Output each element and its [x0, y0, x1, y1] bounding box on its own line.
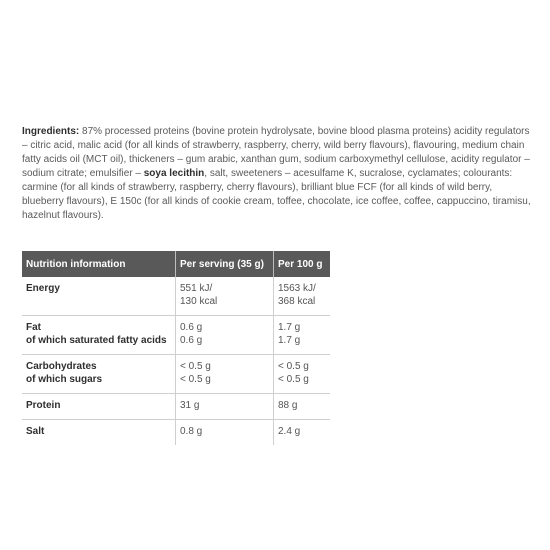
per-serving-value: 130 kcal — [180, 296, 218, 307]
row-label-cell — [22, 355, 176, 394]
row-label-cell — [22, 420, 176, 446]
per-serving-cell — [176, 316, 274, 355]
per-100g-value: < 0.5 g — [278, 361, 309, 372]
header-per-serving: Per serving (35 g) — [176, 251, 274, 277]
header-per-100g: Per 100 g — [278, 258, 323, 270]
per-100g-cell — [274, 316, 331, 355]
nutrition-row-salt — [22, 420, 330, 446]
per-100g-value: 368 kcal — [278, 296, 316, 307]
per-100g-value: 2.4 g — [278, 426, 301, 437]
nutrition-row-protein — [22, 394, 330, 420]
per-serving-value: < 0.5 g — [180, 361, 211, 372]
per-100g-value: 1.7 g — [278, 335, 301, 346]
per-serving-value: 0.8 g — [180, 426, 203, 437]
nutrition-row-energy — [22, 277, 330, 316]
nutrition-table-header — [22, 251, 330, 277]
ingredients-paragraph — [22, 125, 534, 223]
row-label: Carbohydrates — [26, 361, 97, 372]
per-serving-value: 551 kJ/ — [180, 283, 213, 294]
row-label: Salt — [26, 426, 45, 437]
row-label-cell — [22, 394, 176, 420]
row-sublabel: of which saturated fatty acids — [26, 335, 167, 346]
per-serving-cell — [176, 277, 274, 316]
per-100g-cell — [274, 277, 331, 316]
per-serving-value: < 0.5 g — [180, 374, 211, 385]
per-serving-cell — [176, 420, 274, 446]
row-sublabel: of which sugars — [26, 374, 103, 385]
per-100g-cell — [274, 420, 331, 446]
ingredients-text-part1: 87% processed proteins (bovine protein hydrolysate, bovine blood plasma proteins) acidity regulators – citric acid, malic acid (for all kinds of strawberry, raspberry, cherry, wild berry flavours), flavouring, medium chain fatty acids oil (MCT oil), thickeners – gum arabic, xanthan gum, sodium carboxymethyl cellulose, acidity regulator – sodium citrate; emulsifier – — [22, 126, 530, 179]
row-label: Fat — [26, 322, 41, 333]
per-serving-cell — [176, 355, 274, 394]
nutrition-table-body — [22, 277, 330, 445]
nutrition-header-row — [22, 251, 330, 277]
ingredients-label: Ingredients: — [22, 126, 80, 137]
per-serving-cell — [176, 394, 274, 420]
per-100g-value: < 0.5 g — [278, 374, 309, 385]
per-100g-value: 1.7 g — [278, 322, 301, 333]
nutrition-row-fat — [22, 316, 330, 355]
row-label: Protein — [26, 400, 61, 411]
per-serving-value: 0.6 g — [180, 322, 203, 333]
header-nutrition-information: Nutrition information — [22, 251, 176, 277]
per-100g-cell — [274, 355, 331, 394]
per-100g-value: 88 g — [278, 400, 298, 411]
per-100g-cell — [274, 394, 331, 420]
row-label-cell — [22, 316, 176, 355]
row-label: Energy — [26, 283, 60, 294]
row-label-cell — [22, 277, 176, 316]
nutrition-row-carbohydrates — [22, 355, 330, 394]
ingredients-allergen: soya lecithin — [143, 168, 205, 179]
per-100g-value: 1563 kJ/ — [278, 283, 316, 294]
nutrition-table — [22, 251, 330, 445]
per-serving-value: 0.6 g — [180, 335, 203, 346]
ingredients-text-part2: , salt, sweeteners – acesulfame K, sucralose, cyclamates; colourants: carmine (for all kinds of strawberry, raspberry, cherry flavours), brilliant blue FCF (for all kinds of wild berry, blueberry flavours), E 150c (for all kinds of cookie cream, toffee, chocolate, ice coffee, coffee, cappuccino, tiramisu, hazelnut flavours). — [22, 168, 531, 221]
per-serving-value: 31 g — [180, 400, 200, 411]
